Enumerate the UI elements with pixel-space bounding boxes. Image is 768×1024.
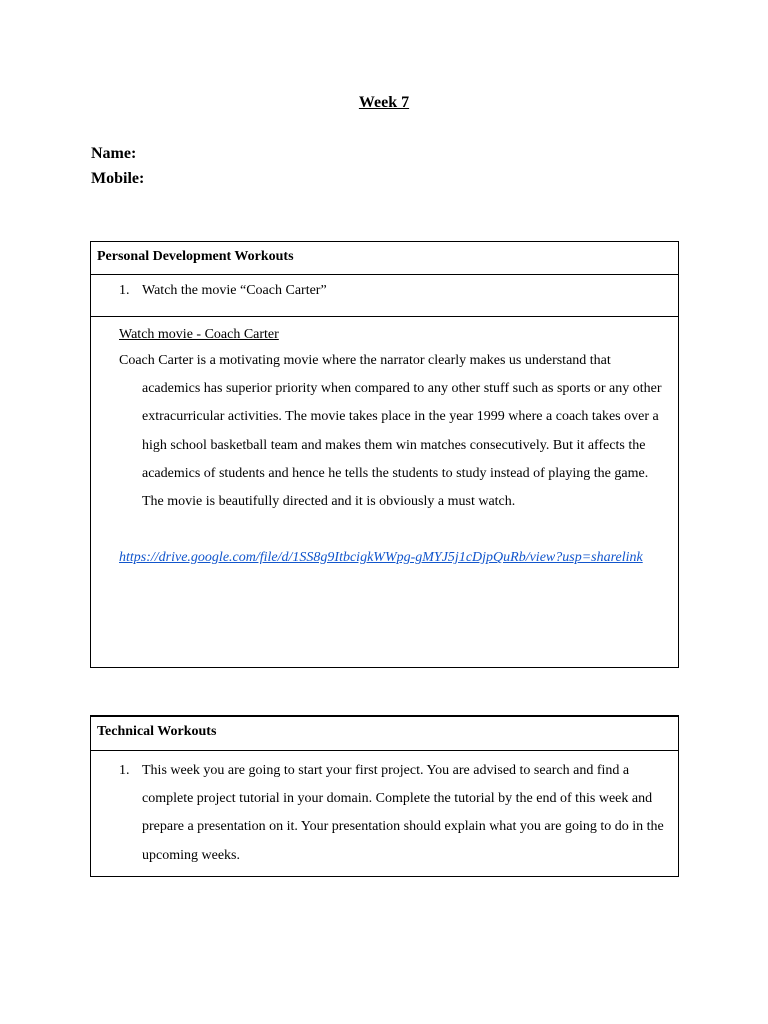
personal-development-table [90, 241, 679, 668]
mobile-label: Mobile: [91, 170, 145, 187]
movie-heading: Watch movie - Coach Carter [119, 327, 279, 342]
item-text: Watch the movie “Coach Carter” [142, 283, 327, 298]
spacer [119, 516, 668, 544]
movie-details-cell [91, 317, 678, 572]
link-paragraph [119, 544, 668, 572]
movie-description: Coach Carter is a motivating movie where the narrator clearly makes us understand that academics has superior priority when compared to any other stuff such as sports or any other extracurricular activities. The movie takes place in the year 1999 where a coach takes over a high school basketball team and makes them win matches consecutively. But it affects the academics of students and hence he tells the students to study instead of playing the game. The movie is beautifully directed and it is obviously a must watch. [119, 353, 662, 510]
name-label: Name: [91, 145, 137, 162]
technical-workouts-header: Technical Workouts [91, 717, 678, 751]
item-text: This week you are going to start your first project. You are advised to search and find a complete project tutorial in your domain. Complete the tutorial by the end of this week and prepare a presentation on it. Your presentation should explain what you are going to do in the upcoming weeks. [142, 763, 664, 863]
personal-development-item [91, 275, 678, 317]
technical-workouts-item [91, 751, 678, 870]
item-number: 1. [119, 763, 130, 778]
personal-development-header: Personal Development Workouts [91, 242, 678, 275]
item-number: 1. [119, 283, 130, 298]
drive-link[interactable]: https://drive.google.com/file/d/1SS8g9ItbcigkWWpg-gMYJ5j1cDjpQuRb/view?usp=sharelink [119, 550, 643, 566]
technical-workouts-table [90, 715, 679, 877]
page-title: Week 7 [358, 94, 410, 111]
